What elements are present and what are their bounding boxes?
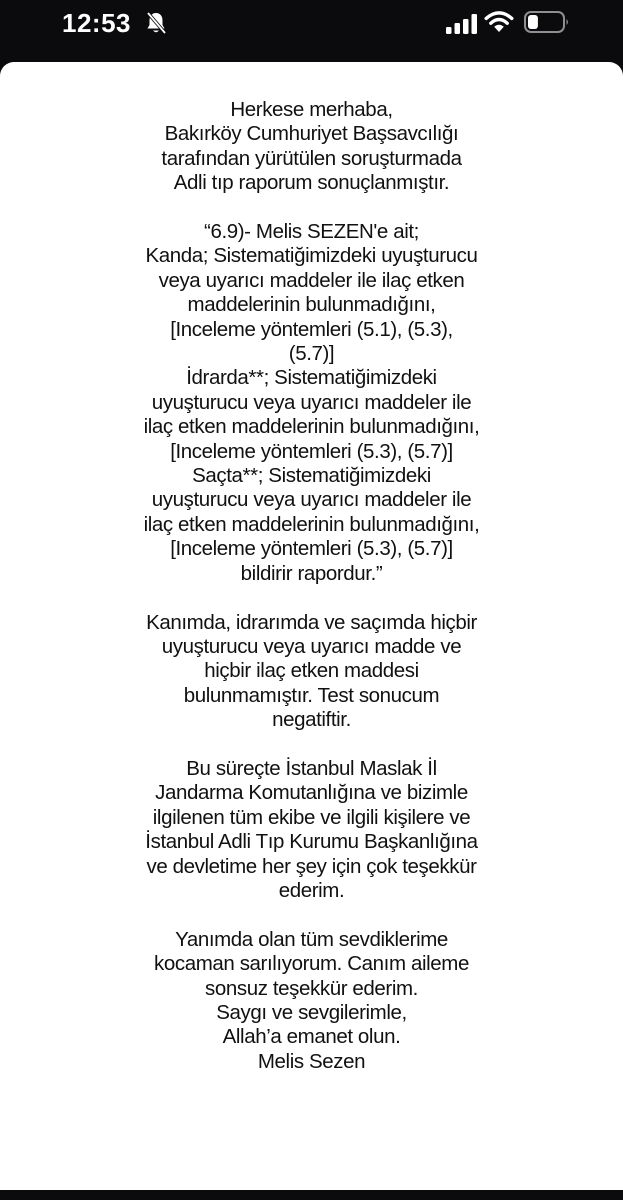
cellular-signal-icon [446,14,478,34]
post-text-line: [Inceleme yöntemleri (5.3), (5.7)] [170,439,453,463]
post-text-line: hiçbir ilaç etken maddesi [204,659,419,683]
post-text-line: Saçta**; Sistematiğimizdeki [192,464,431,488]
post-text-line: Kanımda, idrarımda ve saçımda hiçbir [146,610,477,634]
post-text-line: Adli tıp raporum sonuçlanmıştır. [173,171,450,195]
post-text-line: Bu süreçte İstanbul Maslak İl [186,756,437,780]
post-text-line: tarafından yürütülen soruşturmada [161,146,462,170]
post-paragraph [0,928,623,1074]
wifi-icon [484,11,514,33]
post-text-line: uyuşturucu veya uyarıcı madde ve [161,634,462,658]
post-text-line: (5.7)] [288,342,335,366]
post-text-line: kocaman sarılıyorum. Canım aileme [154,952,469,976]
post-text-line: ederim. [278,878,345,902]
post-text-line: Kanda; Sistematiğimizdeki uyuşturucu [145,244,478,268]
bell-slash-icon [145,11,167,35]
post-text-line: Jandarma Komutanlığına ve bizimle [155,781,468,805]
post-text-line: Bakırköy Cumhuriyet Başsavcılığı [164,122,459,146]
post-text-line: Melis Sezen [257,1049,366,1073]
post-text-line: Yanımda olan tüm sevdiklerime [175,927,448,951]
post-text [0,98,623,1074]
post-card[interactable] [0,62,623,1190]
post-paragraph [0,611,623,733]
post-text-line: negatiftir. [272,708,351,732]
post-text-line: [Inceleme yöntemleri (5.1), (5.3), [170,317,453,341]
post-text-line: [Inceleme yöntemleri (5.3), (5.7)] [170,537,453,561]
post-text-line: Saygı ve sevgilerimle, [216,1000,407,1024]
post-paragraph [0,98,623,196]
post-text-line: Allah’a emanet olun. [222,1025,401,1049]
post-text-line: bulunmamıştır. Test sonucum [183,683,440,707]
post-text-line: ve devletime her şey için çok teşekkür [146,854,477,878]
battery-icon [524,11,570,33]
post-text-line: ilaç etken maddelerinin bulunmadığını, [143,512,480,536]
post-text-line: Herkese merhaba, [230,98,393,121]
post-text-line: ilgilenen tüm ekibe ve ilgili kişilere ve [152,805,471,829]
post-text-line: sonsuz teşekkür ederim. [205,976,418,1000]
status-time: 12:53 [62,8,131,38]
post-text-line: veya uyarıcı maddeler ile ilaç etken [158,268,465,292]
post-text-line: maddelerinin bulunmadığını, [187,293,436,317]
post-text-line: İstanbul Adli Tıp Kurumu Başkanlığına [145,830,478,854]
post-text-line: İdrarda**; Sistematiğimizdeki [186,366,437,390]
post-text-line: “6.9)- Melis SEZEN'e ait; [204,220,419,244]
status-bar [0,0,623,62]
post-text-line: uyuşturucu veya uyarıcı maddeler ile [151,390,472,414]
post-text-line: bildirir rapordur.” [240,561,383,585]
post-paragraph [0,220,623,586]
bottom-edge [0,1190,623,1200]
post-paragraph [0,757,623,903]
post-text-line: uyuşturucu veya uyarıcı maddeler ile [151,488,472,512]
post-text-line: ilaç etken maddelerinin bulunmadığını, [143,415,480,439]
